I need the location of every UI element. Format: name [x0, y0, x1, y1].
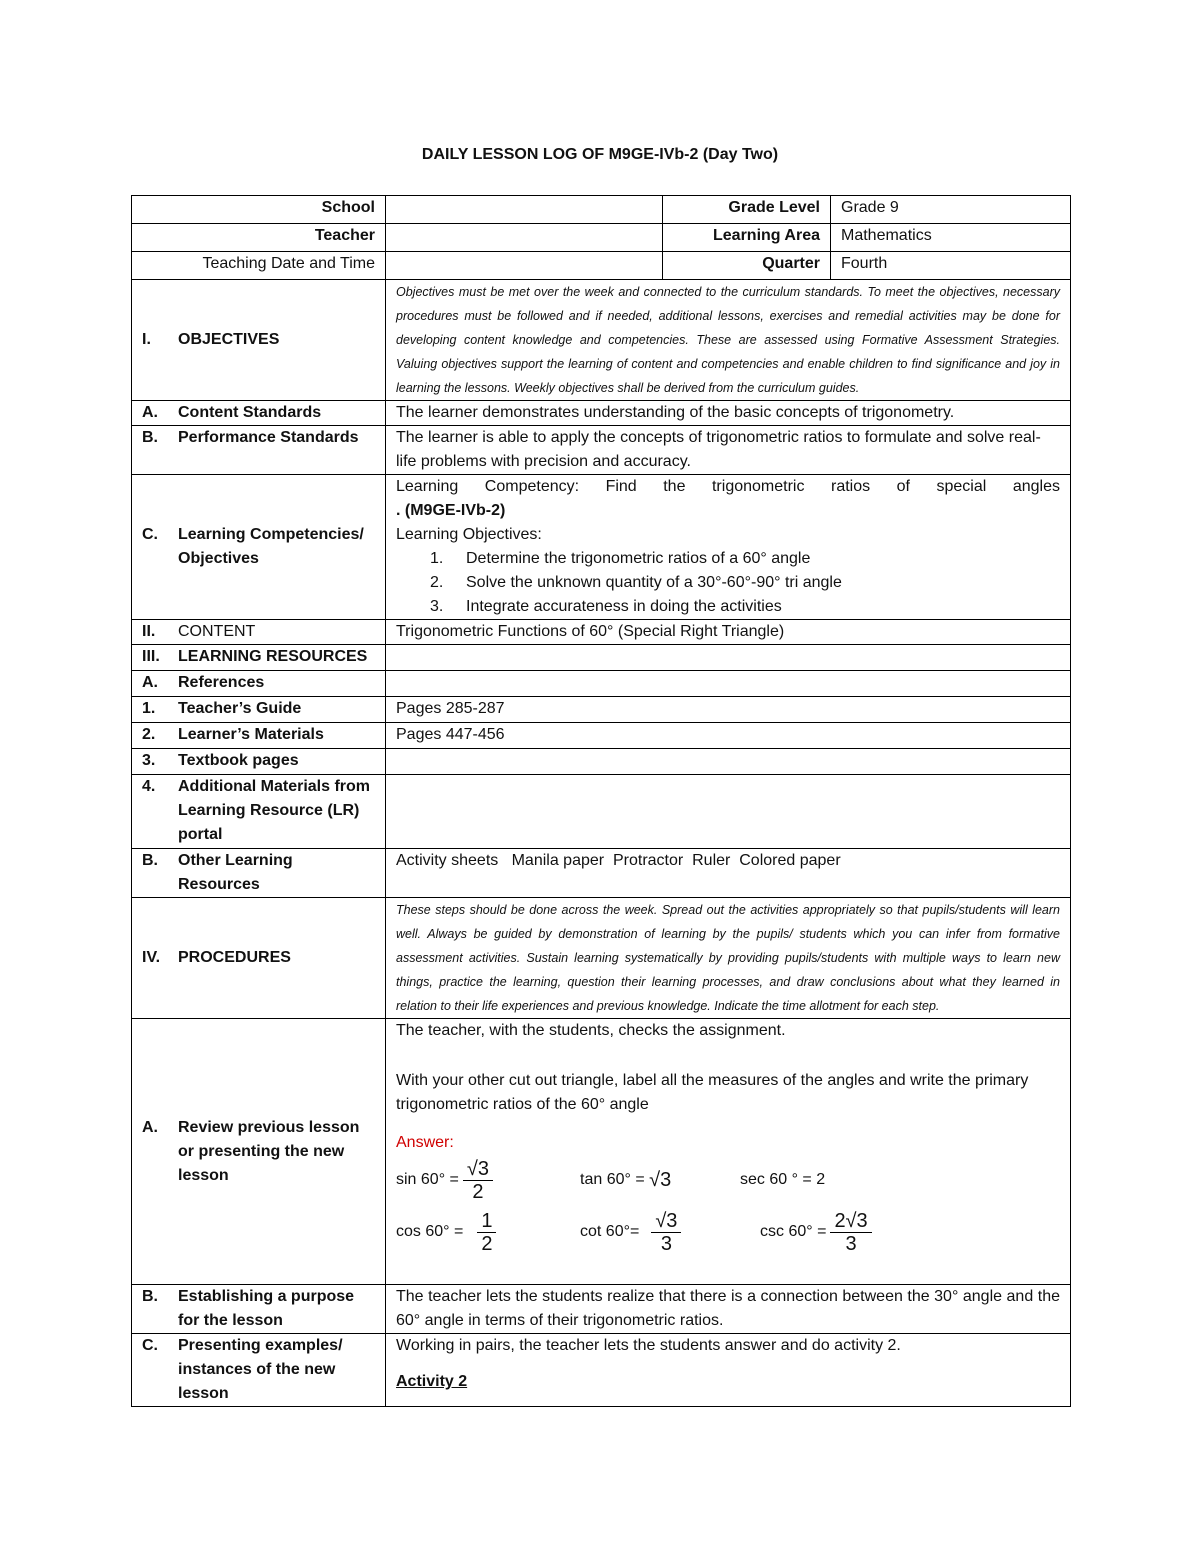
other-resources-value: Activity sheets Manila paper Protractor Ruler Colored paper	[386, 849, 1071, 898]
equation-row-1	[396, 1155, 1060, 1205]
review-title: Review previous lesson or presenting the new lesson	[178, 1118, 360, 1184]
references-value	[386, 671, 1071, 697]
textbook-num: 3.	[142, 752, 156, 769]
header-row-teacher	[132, 224, 1071, 252]
references-label	[132, 671, 386, 697]
review-line-1: The teacher, with the students, checks the assignment.	[396, 1022, 786, 1039]
purpose-text: The teacher lets the students realize that there is a connection between the 30° angle and the 60° angle in terms of their trigonometric ratios.	[386, 1285, 1071, 1334]
row-other-resources	[132, 849, 1071, 898]
content-standards-num: A.	[142, 404, 158, 421]
learners-materials-title: Learner’s Materials	[178, 726, 324, 743]
list-item	[396, 595, 1060, 619]
csc-denominator: 3	[845, 1232, 857, 1255]
additional-materials-num: 4.	[142, 778, 156, 795]
content-label	[132, 620, 386, 645]
cos-denominator: 2	[481, 1232, 493, 1255]
learning-resources-num: III.	[142, 648, 160, 665]
csc-fraction	[830, 1210, 871, 1255]
content-text: Trigonometric Functions of 60° (Special Right Triangle)	[386, 620, 1071, 645]
references-num: A.	[142, 674, 158, 691]
competency-word: ratios	[830, 478, 871, 495]
teacher-label: Teacher	[132, 224, 386, 252]
examples-label	[132, 1334, 386, 1407]
learning-resources-title: LEARNING RESOURCES	[178, 648, 368, 665]
objective-number: 3.	[430, 598, 444, 615]
objectives-title: OBJECTIVES	[178, 331, 280, 348]
csc-label: csc 60° =	[760, 1223, 827, 1240]
examples-text: Working in pairs, the teacher lets the students answer and do activity 2.	[396, 1337, 901, 1354]
objectives-label	[132, 280, 386, 401]
cot-numerator: √3	[651, 1210, 681, 1233]
competency-word: special	[936, 478, 987, 495]
grade-level-label: Grade Level	[663, 196, 831, 224]
competency-word: angles	[1012, 478, 1060, 495]
school-label: School	[132, 196, 386, 224]
competency-word: Competency:	[484, 478, 580, 495]
objectives-text: Objectives must be met over the week and connected to the curriculum standards. To meet the objectives, necessary procedures must be followed and if needed, additional lessons, exercises and remedial activities may be done for developing content knowledge and competencies. These are assessed using Formative Assessment Strategies. Valuing objectives support the learning of content and competencies and enable children to find significance and joy in learning the lessons. Weekly objectives shall be derived from the curriculum guides.	[386, 280, 1071, 401]
procedures-title: PROCEDURES	[178, 949, 291, 966]
textbook-label	[132, 749, 386, 775]
content-num: II.	[142, 623, 156, 640]
learning-area-label: Learning Area	[663, 224, 831, 252]
cos-fraction	[477, 1210, 496, 1255]
tan-label: tan 60° =	[580, 1171, 645, 1188]
sin-fraction	[463, 1158, 493, 1203]
row-procedures	[132, 898, 1071, 1019]
objectives-num: I.	[142, 331, 151, 348]
objective-text: Solve the unknown quantity of a 30°-60°-90° tri angle	[466, 574, 842, 591]
textbook-title: Textbook pages	[178, 752, 299, 769]
learning-resources-label	[132, 645, 386, 671]
learners-materials-label	[132, 723, 386, 749]
date-value[interactable]	[386, 252, 663, 280]
competency-line	[396, 475, 1060, 499]
purpose-title: Establishing a purpose for the lesson	[178, 1288, 355, 1329]
objective-text: Determine the trigonometric ratios of a 60° angle	[466, 550, 811, 567]
cos-numerator: 1	[477, 1210, 496, 1233]
cos-label: cos 60° =	[396, 1223, 464, 1240]
equation-row-2	[396, 1205, 1060, 1259]
learners-materials-num: 2.	[142, 726, 156, 743]
other-resources-label	[132, 849, 386, 898]
competencies-content	[386, 475, 1071, 620]
learning-objectives-heading: Learning Objectives:	[396, 526, 542, 543]
competency-word: the	[663, 478, 686, 495]
learning-area-value[interactable]: Mathematics	[831, 224, 1071, 252]
row-content	[132, 620, 1071, 645]
list-item	[396, 547, 1060, 571]
sin-denominator: 2	[472, 1180, 484, 1203]
header-row-school	[132, 196, 1071, 224]
additional-materials-value	[386, 775, 1071, 849]
learning-objectives-list	[396, 547, 1060, 619]
learning-resources-value	[386, 645, 1071, 671]
row-additional-materials	[132, 775, 1071, 849]
row-examples	[132, 1334, 1071, 1407]
content-title: CONTENT	[178, 623, 256, 640]
competency-word: Find	[605, 478, 637, 495]
competency-word: trigonometric	[711, 478, 805, 495]
document-title: DAILY LESSON LOG OF M9GE-IVb-2 (Day Two)	[421, 146, 779, 163]
objective-number: 2.	[430, 574, 444, 591]
purpose-num: B.	[142, 1288, 158, 1305]
competency-word: Learning	[396, 478, 459, 495]
references-title: References	[178, 674, 265, 691]
competency-code: . (M9GE-IVb-2)	[396, 502, 506, 519]
objective-number: 1.	[430, 550, 444, 567]
answer-label: Answer:	[396, 1134, 454, 1151]
row-review	[132, 1019, 1071, 1285]
performance-standards-label	[132, 426, 386, 475]
examples-num: C.	[142, 1337, 158, 1354]
review-content	[386, 1019, 1071, 1285]
content-standards-text: The learner demonstrates understanding of the basic concepts of trigonometry.	[386, 401, 1071, 426]
school-value[interactable]	[386, 196, 663, 224]
cot-fraction	[651, 1210, 681, 1255]
competencies-label	[132, 475, 386, 620]
review-line-2: With your other cut out triangle, label all the measures of the angles and write the primary trigonometric ratios of the 60° angle	[396, 1072, 1029, 1113]
sec-label: sec 60 ° = 2	[740, 1171, 826, 1188]
row-performance-standards	[132, 426, 1071, 475]
additional-materials-label	[132, 775, 386, 849]
sin-numerator: √3	[463, 1158, 493, 1181]
procedures-num: IV.	[142, 949, 161, 966]
row-objectives	[132, 280, 1071, 401]
row-learners-materials	[132, 723, 1071, 749]
row-teachers-guide	[132, 697, 1071, 723]
quarter-label: Quarter	[663, 252, 831, 280]
row-content-standards	[132, 401, 1071, 426]
competencies-title: Learning Competencies/ Objectives	[178, 526, 364, 567]
row-purpose	[132, 1285, 1071, 1334]
csc-numerator: 2√3	[830, 1210, 871, 1233]
examples-title: Presenting examples/ instances of the new lesson	[178, 1337, 343, 1402]
content-standards-title: Content Standards	[178, 404, 322, 421]
lesson-log-table	[131, 195, 1071, 1407]
date-label: Teaching Date and Time	[132, 252, 386, 280]
learners-materials-value: Pages 447-456	[386, 723, 1071, 749]
additional-materials-title: Additional Materials from Learning Resource (LR) portal	[178, 778, 371, 843]
tan-value: √3	[649, 1169, 672, 1191]
procedures-label	[132, 898, 386, 1019]
other-resources-title: Other Learning Resources	[178, 852, 293, 893]
row-textbook	[132, 749, 1071, 775]
teachers-guide-title: Teacher’s Guide	[178, 700, 302, 717]
purpose-label	[132, 1285, 386, 1334]
grade-level-value[interactable]: Grade 9	[831, 196, 1071, 224]
row-competencies	[132, 475, 1071, 620]
teachers-guide-num: 1.	[142, 700, 156, 717]
other-resources-num: B.	[142, 852, 158, 869]
textbook-value	[386, 749, 1071, 775]
row-references	[132, 671, 1071, 697]
header-row-date	[132, 252, 1071, 280]
activity-2-heading: Activity 2	[396, 1373, 468, 1390]
review-num: A.	[142, 1118, 158, 1136]
performance-standards-num: B.	[142, 429, 158, 446]
competencies-num: C.	[142, 526, 158, 543]
procedures-text: These steps should be done across the week. Spread out the activities appropriately so that pupils/students will learn well. Always be guided by demonstration of learning by the pupils/ students which you can infer from formative assessment activities. Sustain learning systematically by providing pupils/students with multiple ways to learn new things, practice the learning, question their learning processes, and draw conclusions about what they learned in relation to their life experiences and previous knowledge. Indicate the time allotment for each step.	[386, 898, 1071, 1019]
performance-standards-title: Performance Standards	[178, 429, 359, 446]
content-standards-label	[132, 401, 386, 426]
cot-denominator: 3	[660, 1232, 672, 1255]
teachers-guide-label	[132, 697, 386, 723]
review-label	[132, 1019, 386, 1285]
list-item	[396, 571, 1060, 595]
row-learning-resources	[132, 645, 1071, 671]
objective-text: Integrate accurateness in doing the activities	[466, 598, 782, 615]
cot-label: cot 60°=	[580, 1223, 640, 1240]
sin-label: sin 60° =	[396, 1171, 459, 1188]
teacher-value[interactable]	[386, 224, 663, 252]
examples-content	[386, 1334, 1071, 1407]
performance-standards-text: The learner is able to apply the concepts of trigonometric ratios to formulate and solve real-life problems with precision and accuracy.	[386, 426, 1071, 475]
quarter-value[interactable]: Fourth	[831, 252, 1071, 280]
teachers-guide-value: Pages 285-287	[386, 697, 1071, 723]
competency-word: of	[896, 478, 910, 495]
